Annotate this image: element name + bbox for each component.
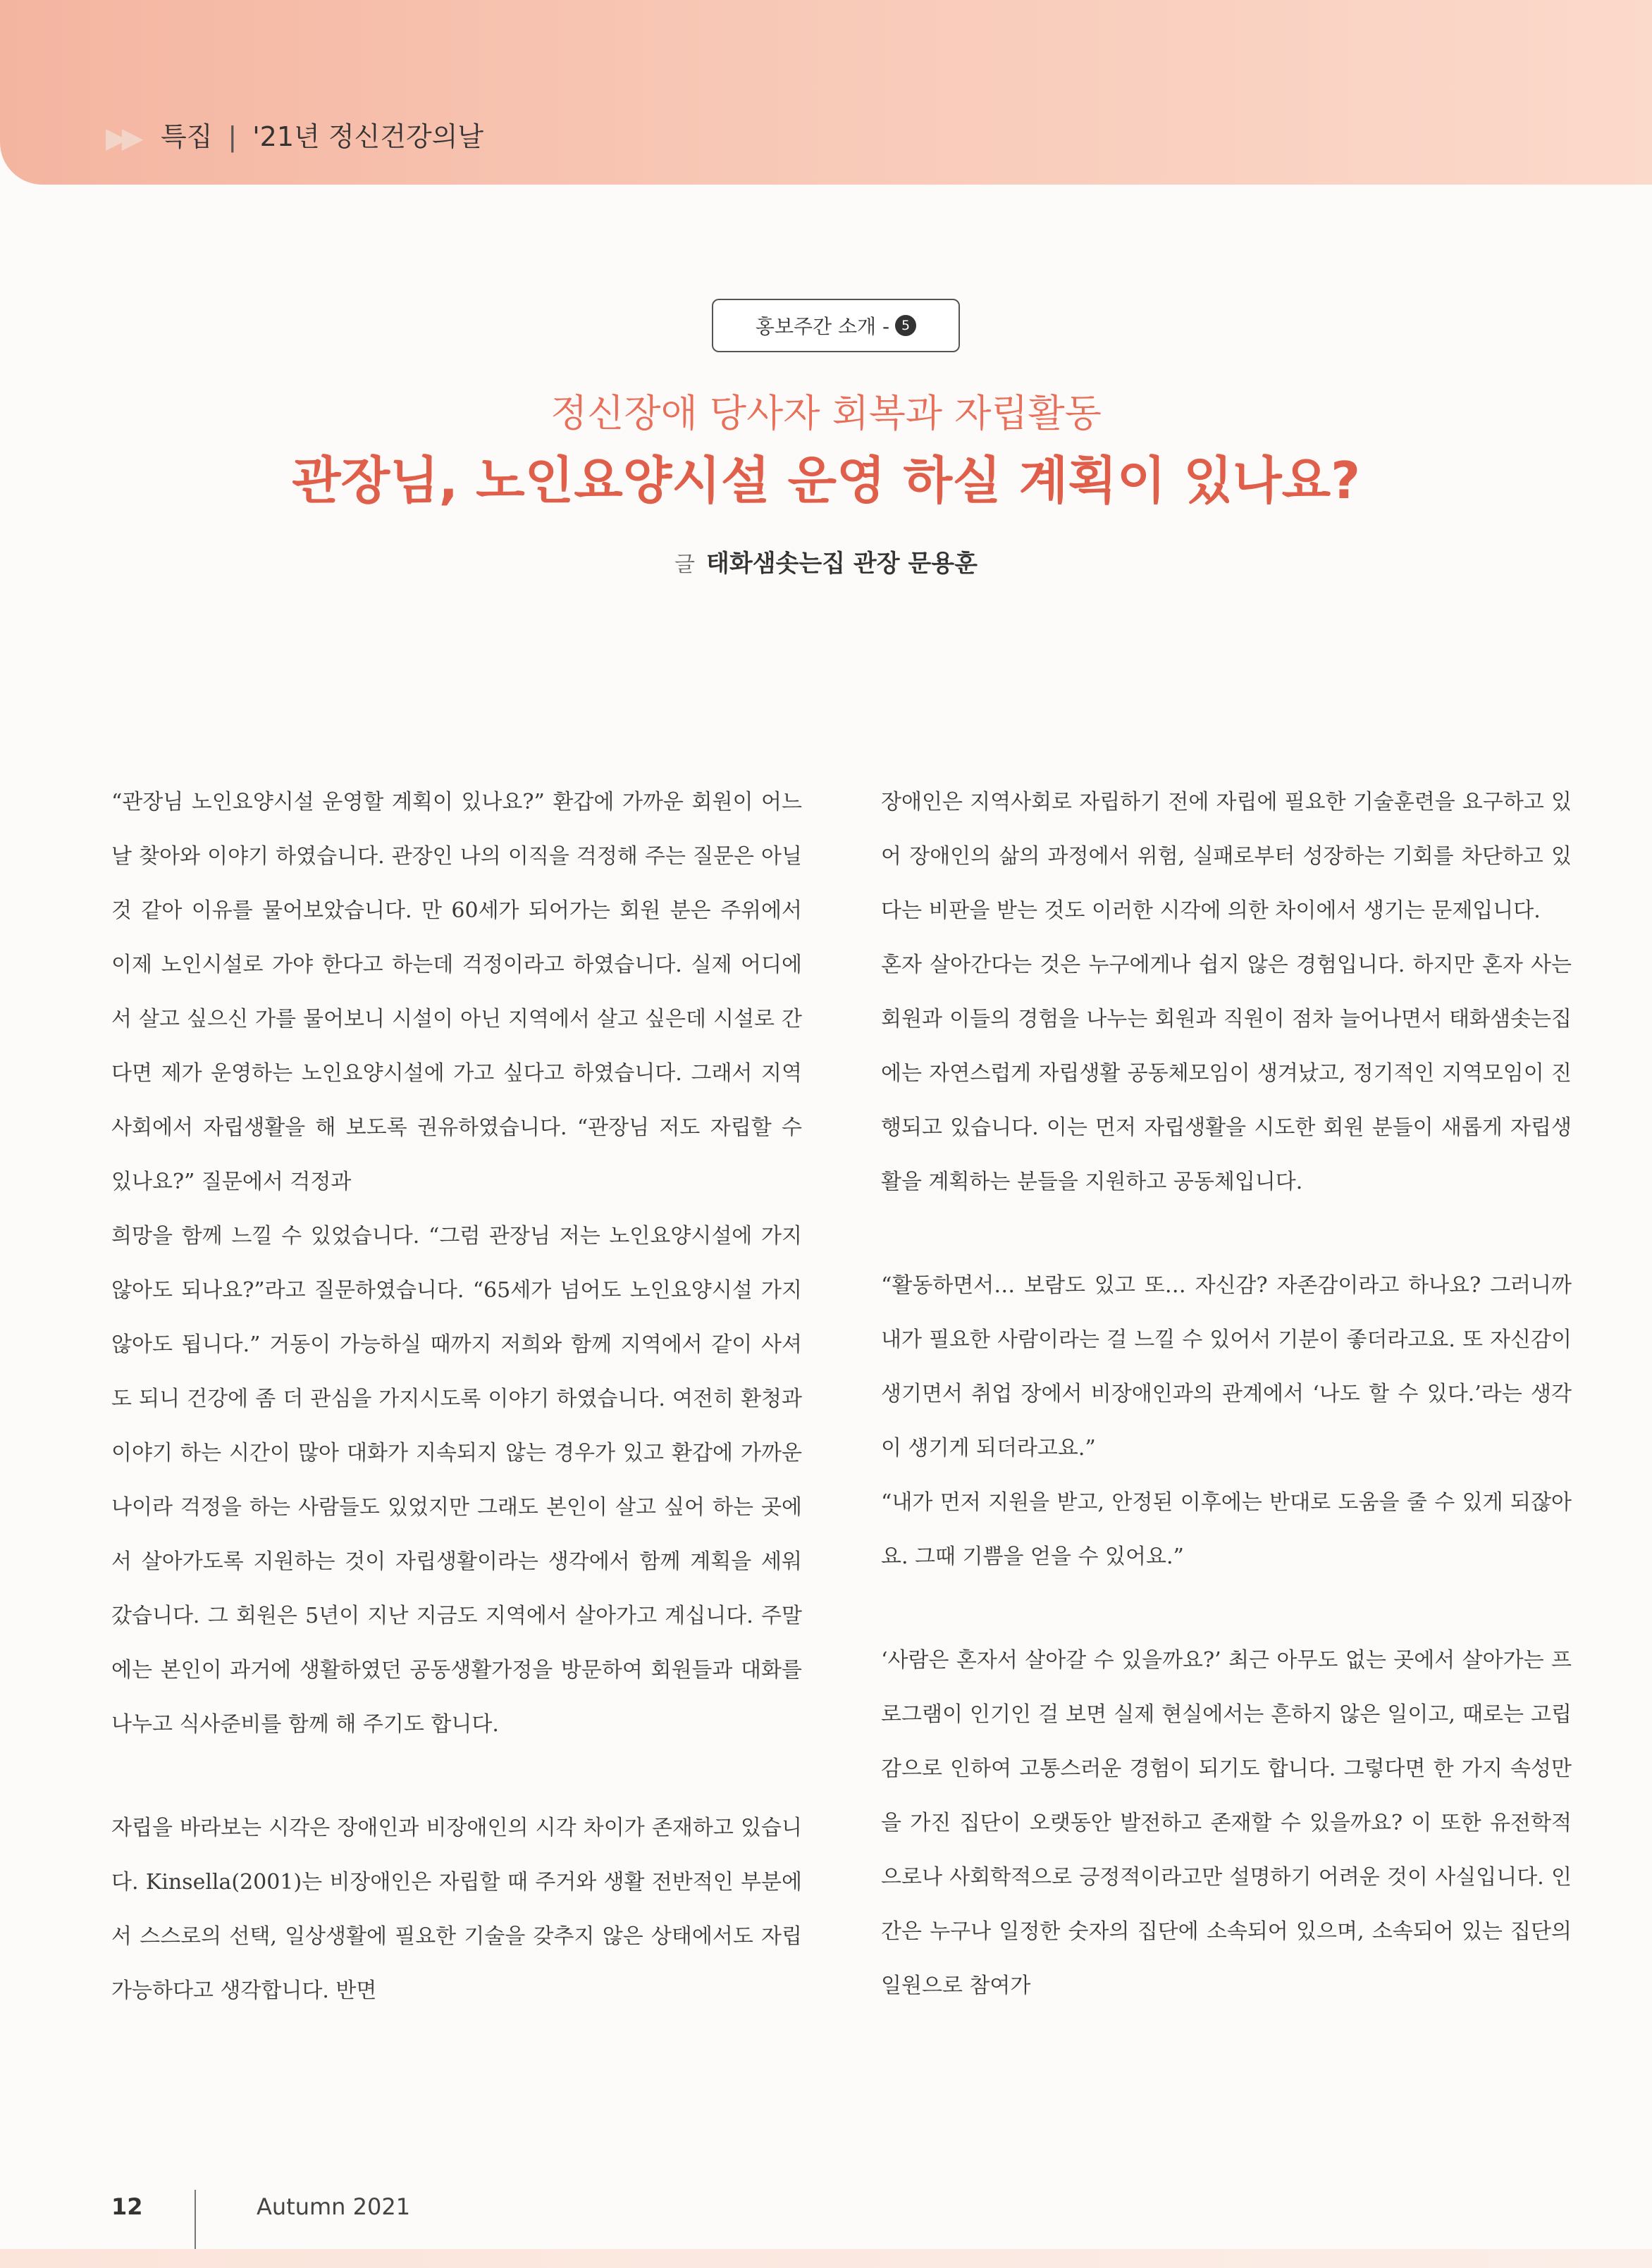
byline — [0, 543, 1652, 586]
paragraph: 자립을 바라보는 시각은 장애인과 비장애인의 시각 차이가 존재하고 있습니다. Kinsella(2001)는 비장애인은 자립할 때 주거와 생활 전반적인 부분에서 스스로의 선택, 일상생활에 필요한 기술을 갖추지 않은 상태에서도 자립 가능하다고 생각합니다. 반면 — [111, 1816, 802, 2003]
paragraph: “관장님 노인요양시설 운영할 계획이 있나요?” 환갑에 가까운 회원이 어느 날 찾아와 이야기 하였습니다. 관장인 나의 이직을 걱정해 주는 질문은 아닐 것 같아 이유를 물어보았습니다. 만 60세가 되어가는 회원 분은 주위에서 이제 노인시설로 가야 한다고 하는데 걱정이라고 하였습니다. 실제 어디에서 살고 싶으신 가를 물어보니 시설이 아닌 지역에서 살고 싶은데 시설로 간다면 제가 운영하는 노인요양시설에 가고 싶다고 하였습니다. 그래서 지역사회에서 자립생활을 해 보도록 권유하였습니다. “관장님 저도 자립할 수 있나요?” 질문에서 걱정과 — [111, 790, 802, 1194]
header-band — [0, 0, 1652, 185]
header-topic: '21년 정신건강의날 — [252, 121, 484, 152]
article-subtitle: 정신장애 당사자 회복과 자립활동 — [550, 391, 1102, 435]
paragraph: 희망을 함께 느낄 수 있었습니다. “그럼 관장님 저는 노인요양시설에 가지 않아도 되나요?”라고 질문하였습니다. “65세가 넘어도 노인요양시설 가지 않아도 됩니다.” 거동이 가능하실 때까지 저희와 함께 지역에서 같이 사셔도 되니 건강에 좀 더 관심을 가지시도록 이야기 하였습니다. 여전히 환청과 이야기 하는 시간이 많아 대화가 지속되지 않는 경우가 있고 환갑에 가까운 나이라 걱정을 하는 사람들도 있었지만 그래도 본인이 살고 싶어 하는 곳에서 살아가도록 지원하는 것이 자립생활이라는 생각에서 함께 계획을 세워 갔습니다. 그 회원은 5년이 지난 지금도 지역에서 살아가고 계십니다. 주말에는 본인이 과거에 생활하였던 공동생활가정을 방문하여 회원들과 대화를 나누고 식사준비를 함께 해 주기도 합니다. — [111, 1224, 802, 1737]
quote-paragraph: “내가 먼저 지원을 받고, 안정된 이후에는 반대로 도움을 줄 수 있게 되잖아요. 그때 기쁨을 얻을 수 있어요.” — [881, 1490, 1572, 1569]
byline-label: 글 — [674, 552, 695, 577]
byline-author: 태화샘솟는집 관장 문용훈 — [706, 550, 978, 578]
page-number: 12 — [111, 2193, 143, 2220]
right-column — [881, 775, 1572, 2013]
paragraph: 장애인은 지역사회로 자립하기 전에 자립에 필요한 기술훈련을 요구하고 있어 장애인의 삶의 과정에서 위험, 실패로부터 성장하는 기회를 차단하고 있다는 비판을 받는 것도 이러한 시각에 의한 차이에서 생기는 문제입니다. — [881, 790, 1572, 923]
running-header — [161, 117, 483, 156]
left-column — [111, 775, 802, 2018]
series-tag — [712, 299, 960, 352]
article-title: 관장님, 노인요양시설 운영 하실 계획이 있나요? — [292, 451, 1360, 510]
double-chevron-icon: ▶▶ — [106, 122, 138, 154]
issue-label: Autumn 2021 — [257, 2193, 411, 2220]
paragraph: ‘사람은 혼자서 살아갈 수 있을까요?’ 최근 아무도 없는 곳에서 살아가는 프로그램이 인기인 걸 보면 실제 현실에서는 흔하지 않은 일이고, 때로는 고립감으로 인하여 고통스러운 경험이 되기도 합니다. 그렇다면 한 가지 속성만을 가진 집단이 오랫동안 발전하고 존재할 수 있을까요? 이 또한 유전학적으로나 사회학적으로 긍정적이라고만 설명하기 어려운 것이 사실입니다. 인간은 누구나 일정한 숫자의 집단에 소속되어 있으며, 소속되어 있는 집단의 일원으로 참여가 — [881, 1648, 1572, 1998]
series-tag-label: 홍보주간 소개 - — [755, 315, 890, 338]
footer-band — [0, 2249, 1652, 2268]
quote-paragraph: “활동하면서… 보람도 있고 또… 자신감? 자존감이라고 하나요? 그러니까 내가 필요한 사람이라는 걸 느낄 수 있어서 기분이 좋더라고요. 또 자신감이 생기면서 취업 장에서 비장애인과의 관계에서 ‘나도 할 수 있다.’라는 생각이 생기게 되더라고요.” — [881, 1273, 1572, 1461]
header-divider: | — [228, 121, 238, 152]
header-section: 특집 — [161, 121, 213, 152]
paragraph: 혼자 살아간다는 것은 누구에게나 쉽지 않은 경험입니다. 하지만 혼자 사는 회원과 이들의 경험을 나누는 회원과 직원이 점차 늘어나면서 태화샘솟는집에는 자연스럽게 자립생활 공동체모임이 생겨났고, 정기적인 지역모임이 진행되고 있습니다. 이는 먼저 자립생활을 시도한 회원 분들이 새롭게 자립생활을 계획하는 분들을 지원하고 공동체입니다. — [881, 953, 1572, 1194]
series-tag-number: 5 — [895, 315, 916, 336]
